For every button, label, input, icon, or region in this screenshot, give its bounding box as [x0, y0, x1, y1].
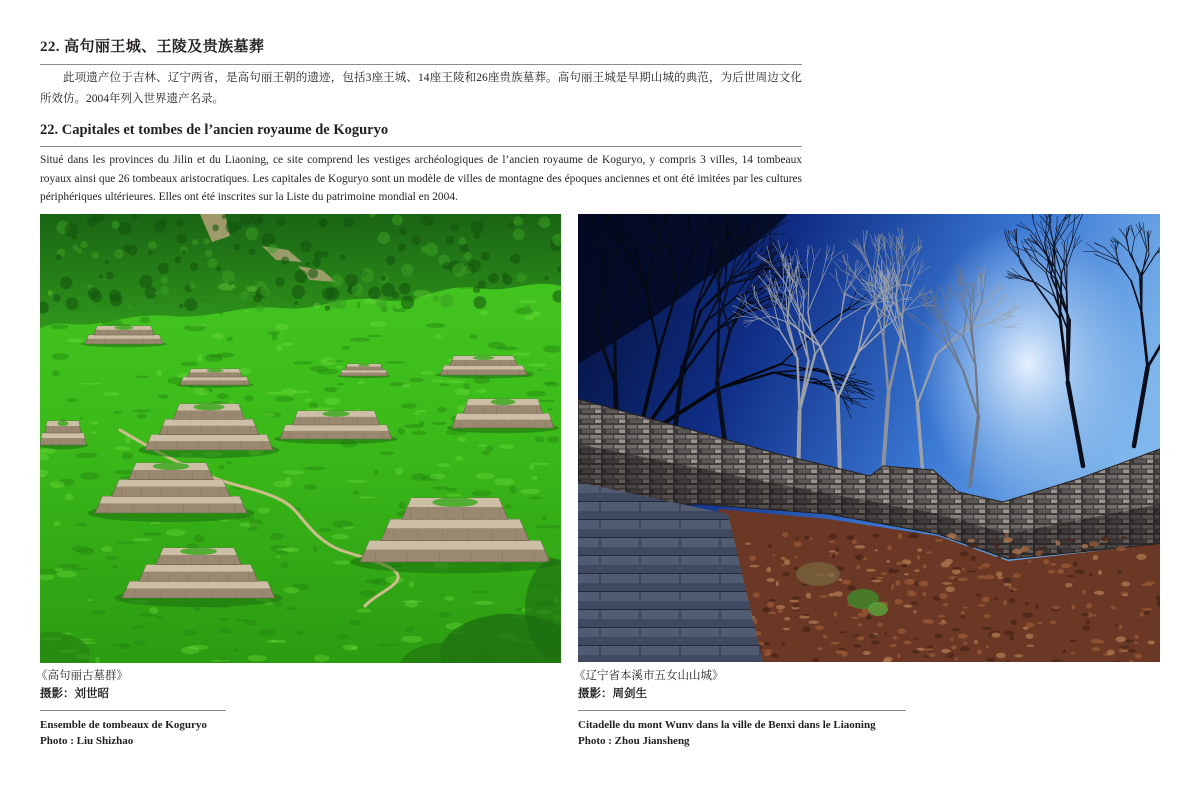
left-credit-zh: 摄影：刘世昭 [40, 688, 109, 700]
french-heading: 22. Capitales et tombes de l’ancien royaume de Koguryo [40, 122, 389, 138]
wunv-citadel-photo [578, 214, 1160, 662]
left-credit-fr: Photo : Liu Shizhao [40, 735, 134, 747]
left-caption-divider [40, 710, 226, 711]
koguryo-tombs-photo [40, 214, 561, 663]
french-paragraph: Situé dans les provinces du Jilin et du Liaoning, ce site comprend les vestiges archéologiques de l’ancien royaume de Koguryo, y compris 3 villes, 14 tombeaux royaux ainsi que 26 tombeaux aristocratiques. Les capitales de Koguryo sont un modèle de villes de montagne des époques anciennes et ont été imitées par les cultures périphériques ultérieures. Elles ont été inscrites sur la Liste du patrimoine mondial en 2004. [40, 154, 802, 204]
chinese-paragraph: 此项遗产位于吉林、辽宁两省，是高句丽王朝的遗迹，包括3座王城、14座王陵和26座贵族墓葬。高句丽王城是早期山城的典范，为后世周边文化所效仿。2004年列入世界遗产名录。 [40, 72, 802, 105]
right-credit-zh: 摄影：周剑生 [578, 688, 647, 700]
right-caption-fr: Citadelle du mont Wunv dans la ville de Benxi dans le Liaoning [578, 719, 876, 731]
right-caption-zh: 《辽宁省本溪市五女山山城》 [574, 670, 724, 682]
heading-divider-fr [40, 146, 802, 147]
chinese-heading: 22. 高句丽王城、王陵及贵族墓葬 [40, 39, 265, 55]
right-credit-fr: Photo : Zhou Jiansheng [578, 735, 690, 747]
left-caption-zh: 《高句丽古墓群》 [36, 670, 128, 682]
cloud-glow [918, 224, 1138, 504]
left-caption-fr: Ensemble de tombeaux de Koguryo [40, 719, 207, 731]
right-caption-divider [578, 710, 906, 711]
heading-divider-zh [40, 64, 802, 65]
